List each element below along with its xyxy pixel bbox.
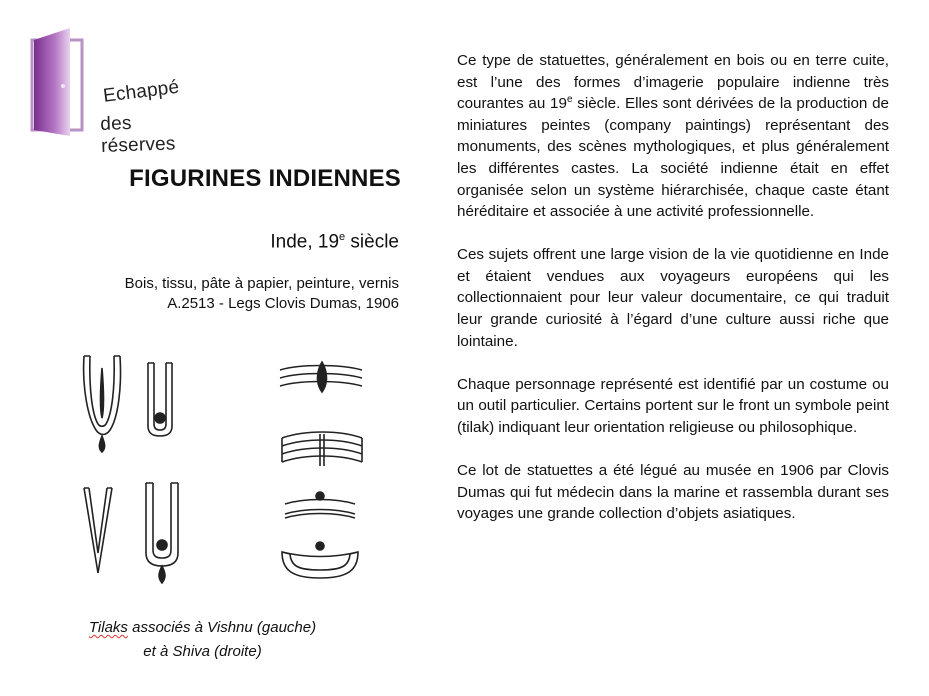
body-text	[457, 50, 889, 546]
paragraph-3: Chaque personnage représenté est identifié par un costume ou un outil particulier. Certains portent sur le front un symbole peint (tilak) indiquant leur orientation religieuse ou philosophique.	[457, 375, 889, 436]
page-title: FIGURINES INDIENNES	[129, 165, 401, 192]
paragraph-1: Ce type de statuettes, généralement en bois ou en terre cuite, est l’une des formes d’imagerie populaire indienne très courantes au 19e siècle. Elles sont dérivées de la production de miniatures peintes (company paintings) représentant des monuments, des scènes mythologiques, et plus généralement les différentes castes. La société indienne était en effet organisée selon un système hiérarchisée, chaque caste étant héréditaire et associée à une activité professionnelle.	[457, 52, 889, 221]
caption-line1-rest: associés à Vishnu (gauche)	[127, 619, 317, 636]
caption-tilaks: Tilaks	[88, 619, 128, 636]
figure-caption	[60, 616, 345, 664]
inventory-line: A.2513 - Legs Clovis Dumas, 1906	[167, 295, 399, 312]
logo	[30, 26, 210, 157]
logo-text-line1: Echappé	[102, 76, 181, 107]
door-icon	[30, 26, 100, 141]
materials-line: Bois, tissu, pâte à papier, peinture, vernis	[124, 275, 399, 292]
subtitle: Inde, 19e siècle	[270, 231, 399, 253]
tilak-illustration	[70, 348, 400, 588]
caption-line1	[60, 616, 345, 640]
caption-line2: et à Shiva (droite)	[143, 643, 262, 660]
logo-text-line2: des réserves	[100, 112, 176, 157]
materials-info	[40, 274, 399, 314]
paragraph-2: Ces sujets offrent une large vision de la vie quotidienne en Inde et étaient vendues aux voyageurs européens qui les collectionnaient pour leur valeur documentaire, ce qui traduit leur grande curiosité à l’égard d’une culture aussi riche que lointaine.	[457, 246, 889, 350]
paragraph-4: Ce lot de statuettes a été légué au musée en 1906 par Clovis Dumas qui fut médecin dans la marine et rassembla durant ses voyages une grande collection d’objets asiatiques.	[457, 462, 889, 523]
